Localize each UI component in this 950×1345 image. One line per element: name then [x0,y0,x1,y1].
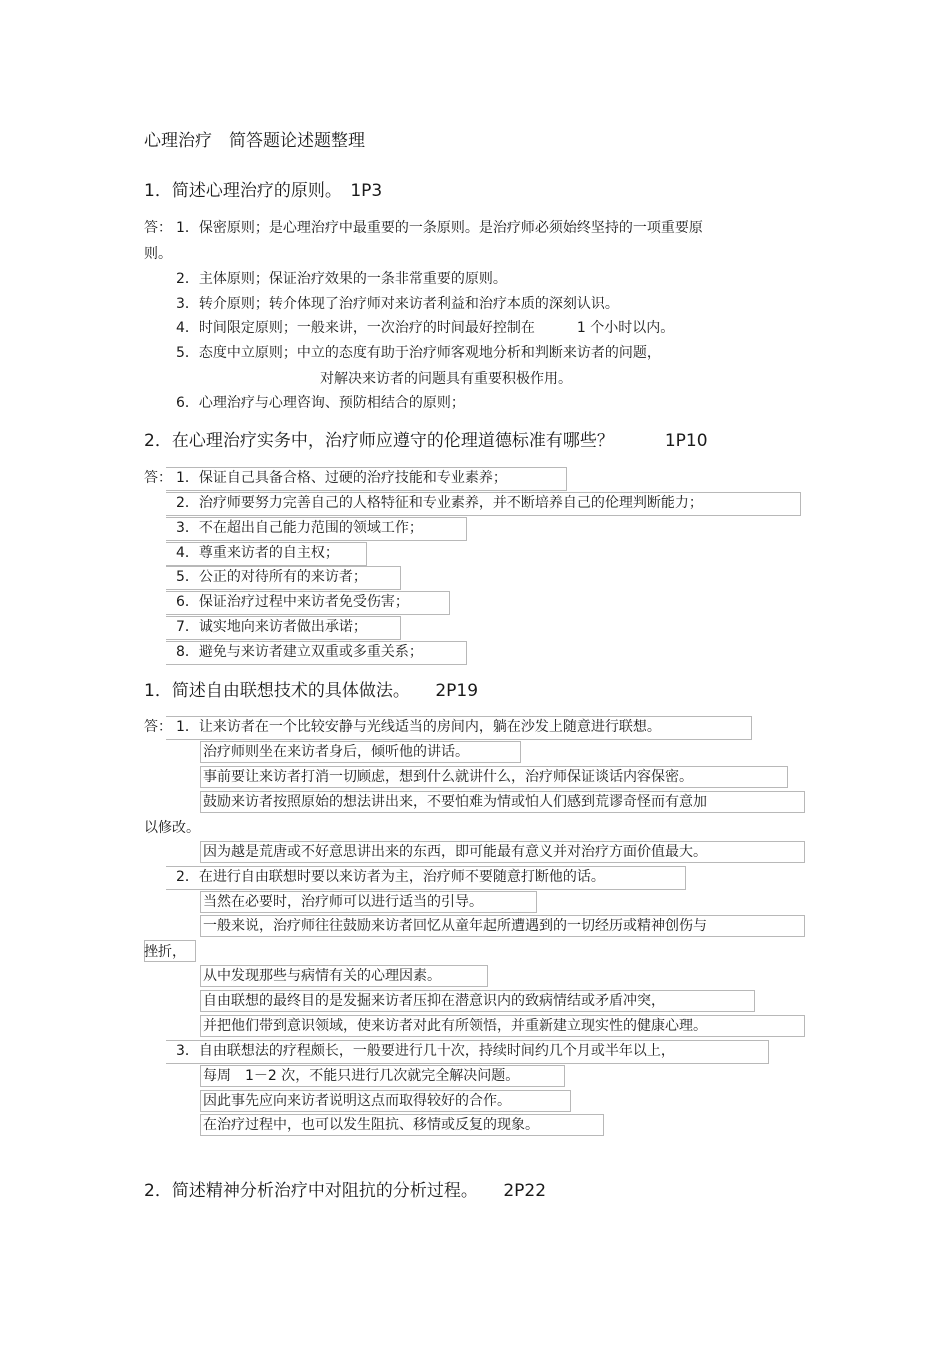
answer-line: 因此事先应向来访者说明这点而取得较好的合作。 [203,1093,511,1109]
answer-line: 3．转介原则；转介体现了治疗师对来访者利益和治疗本质的深刻认识。 [176,296,619,312]
answer-line: 当然在必要时，治疗师可以进行适当的引导。 [203,894,483,910]
answer-line: 自由联想的最终目的是发掘来访者压抑在潜意识内的致病情结或矛盾冲突， [203,993,665,1009]
document-title: 心理治疗 简答题论述题整理 [144,131,365,151]
answer-line: 5．态度中立原则；中立的态度有助于治疗师客观地分析和判断来访者的问题， [176,345,661,361]
answer-line: 8．避免与来访者建立双重或多重关系； [176,644,423,660]
answer-line: 治疗师则坐在来访者身后，倾听他的讲话。 [203,744,469,760]
answer-line: 从中发现那些与病情有关的心理因素。 [203,968,441,984]
answer-line: 因为越是荒唐或不好意思讲出来的东西，即可能最有意义并对治疗方面价值最大。 [203,844,707,860]
answer-line: 挫折， [144,944,186,960]
question-heading: 2．在心理治疗实务中，治疗师应遵守的伦理道德标准有哪些？ 1P10 [144,431,708,451]
answer-prefix: 答： [144,470,172,486]
answer-line: 5．公正的对待所有的来访者； [176,569,367,585]
answer-line: 7．诚实地向来访者做出承诺； [176,619,367,635]
answer-line: 3．不在超出自己能力范围的领域工作； [176,520,423,536]
answer-line: 一般来说，治疗师往往鼓励来访者回忆从童年起所遭遇到的一切经历或精神创伤与 [203,918,707,934]
answer-line: 3．自由联想法的疗程颇长，一般要进行几十次，持续时间约几个月或半年以上， [176,1043,675,1059]
answer-line: 6．保证治疗过程中来访者免受伤害； [176,594,409,610]
answer-line: 1．保密原则；是心理治疗中最重要的一条原则。是治疗师必须始终坚持的一项重要原 [176,220,703,236]
answer-line: 4．尊重来访者的自主权； [176,545,339,561]
answer-line: 事前要让来访者打消一切顾虑，想到什么就讲什么，治疗师保证谈话内容保密。 [203,769,693,785]
answer-line: 1．让来访者在一个比较安静与光线适当的房间内，躺在沙发上随意进行联想。 [176,719,661,735]
answer-line: 鼓励来访者按照原始的想法讲出来，不要怕难为情或怕人们感到荒谬奇怪而有意加 [203,794,707,810]
answer-line: 则。 [144,246,172,262]
answer-prefix: 答： [144,719,172,735]
answer-line: 2．治疗师要努力完善自己的人格特征和专业素养，并不断培养自己的伦理判断能力； [176,495,703,511]
answer-line: 2．主体原则；保证治疗效果的一条非常重要的原则。 [176,271,507,287]
answer-line: 6．心理治疗与心理咨询、预防相结合的原则； [176,395,465,411]
answer-line: 并把他们带到意识领域，使来访者对此有所领悟，并重新建立现实性的健康心理。 [203,1018,707,1034]
answer-line: 2．在进行自由联想时要以来访者为主，治疗师不要随意打断他的话。 [176,869,605,885]
answer-line: 在治疗过程中，也可以发生阻抗、移情或反复的现象。 [203,1117,539,1133]
question-heading: 1．简述自由联想技术的具体做法。 2P19 [144,681,479,701]
answer-line: 1．保证自己具备合格、过硬的治疗技能和专业素养； [176,470,507,486]
question-heading: 2．简述精神分析治疗中对阻抗的分析过程。 2P22 [144,1181,547,1201]
answer-prefix: 答： [144,220,172,236]
answer-line: 4．时间限定原则；一般来讲，一次治疗的时间最好控制在 1 个小时以内。 [176,320,675,336]
answer-line: 以修改。 [144,820,200,836]
question-heading: 1．简述心理治疗的原则。 1P3 [144,181,383,201]
answer-line: 对解决来访者的问题具有重要积极作用。 [320,371,572,387]
answer-line: 每周 1－2 次，不能只进行几次就完全解决问题。 [203,1068,520,1084]
